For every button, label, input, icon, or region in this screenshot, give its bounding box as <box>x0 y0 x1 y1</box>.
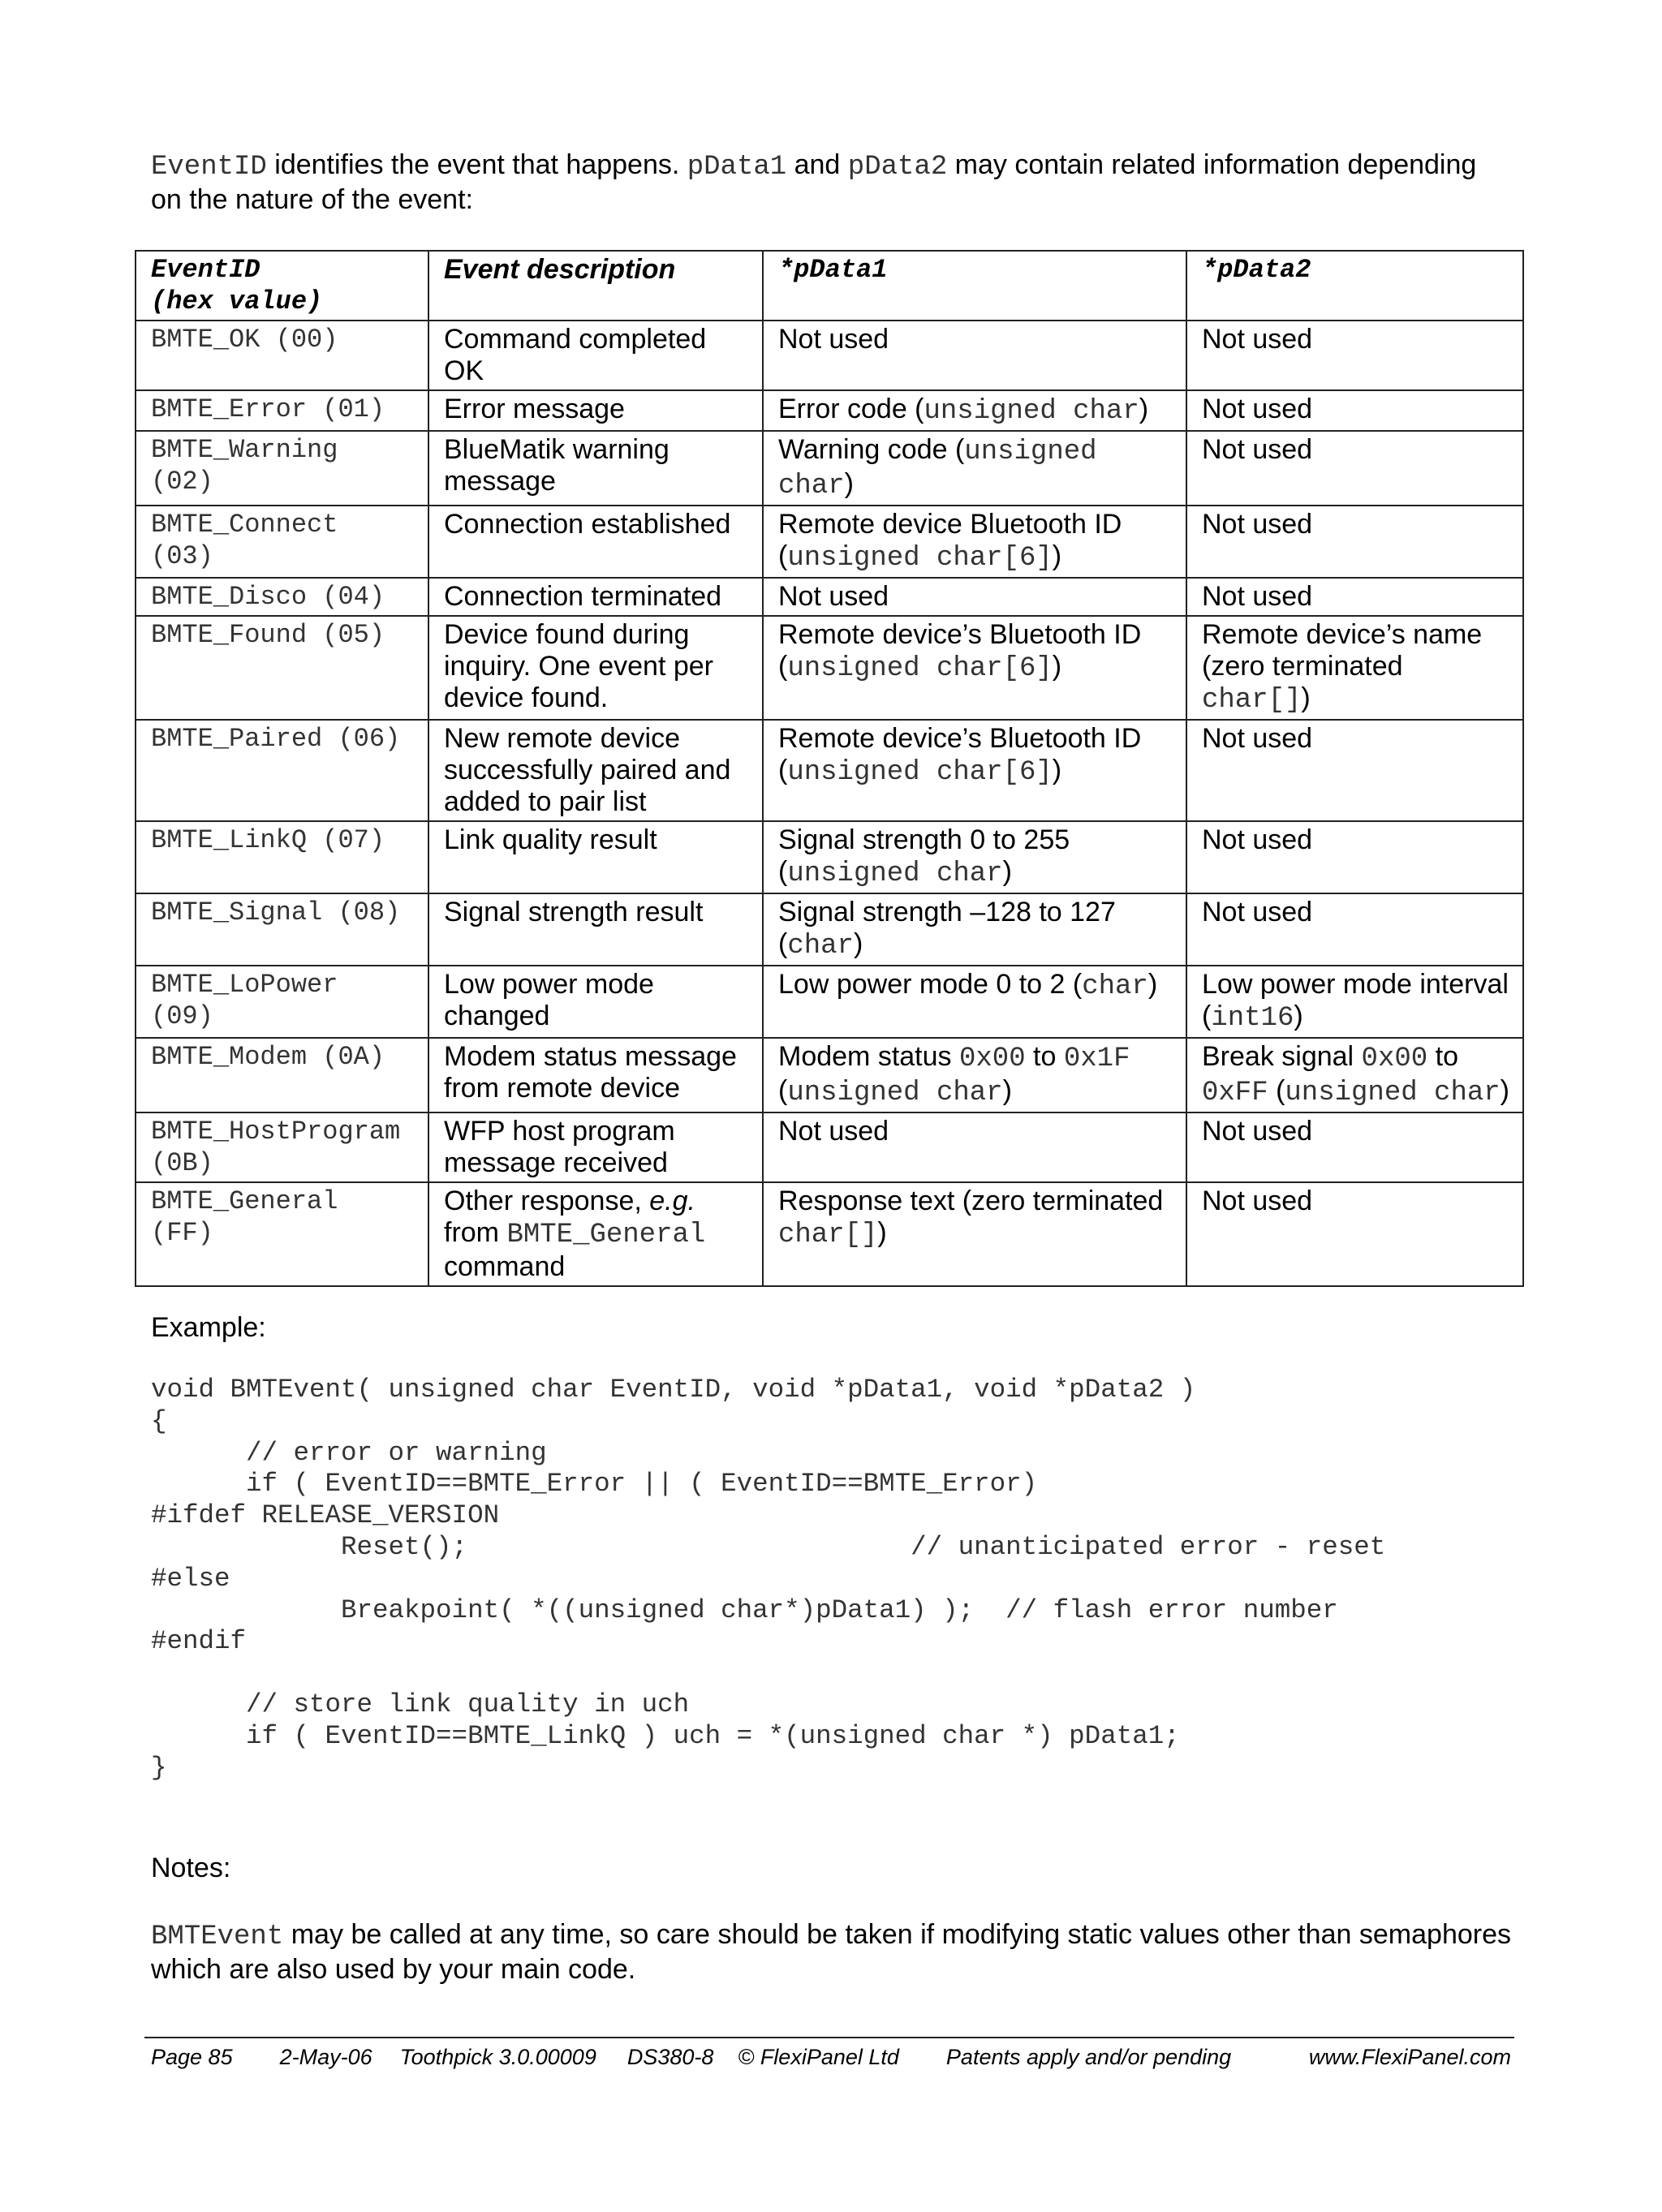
pdata2-cell <box>1186 1182 1523 1286</box>
event-id-cell: BMTE_General (FF) <box>136 1182 428 1286</box>
table-row <box>136 1112 1523 1182</box>
pdata1-cell <box>763 321 1186 390</box>
pdata1-part: ) <box>1052 651 1062 682</box>
event-id-cell: BMTE_Disco (04) <box>136 578 428 616</box>
pdata1-part: char <box>787 931 854 962</box>
pdata1-token: pData1 <box>687 152 787 183</box>
pdata2-part: 0x00 <box>1361 1044 1428 1074</box>
pdata2-part: 0xFF <box>1202 1078 1268 1108</box>
pdata1-part: ) <box>844 468 854 499</box>
pdata2-part: Remote device’s name (zero terminated <box>1202 619 1483 682</box>
code-line: #endif <box>151 1626 247 1657</box>
pdata2-part: int16 <box>1211 1003 1294 1034</box>
pdata2-cell <box>1186 821 1523 893</box>
code-line: { <box>151 1405 167 1436</box>
pdata2-part: Not used <box>1202 324 1313 355</box>
pdata2-part: Not used <box>1202 1186 1313 1216</box>
pdata1-part: Response text (zero terminated <box>778 1186 1164 1216</box>
pdata1-part: unsigned char <box>924 396 1139 427</box>
pdata1-part: ) <box>1052 755 1062 785</box>
pdata2-part: Not used <box>1202 1116 1313 1147</box>
footer-doc: DS380-8 <box>626 2045 714 2069</box>
header-eventid <box>136 251 428 321</box>
code-line: } <box>151 1752 167 1783</box>
pdata2-cell <box>1186 431 1523 506</box>
pdata1-cell <box>763 431 1186 506</box>
table-row <box>136 431 1523 506</box>
footer-product: Toothpick 3.0.00009 <box>399 2045 596 2069</box>
notes-body: may be called at any time, so care should be taken if modifying static values other than semaphores which are also used by your main code. <box>151 1919 1511 1985</box>
pdata1-part: unsigned char[6] <box>787 757 1053 788</box>
pdata1-cell <box>763 1038 1186 1112</box>
pdata1-cell <box>763 821 1186 893</box>
pdata1-part: Modem status <box>778 1041 959 1072</box>
pdata1-part: ) <box>1002 856 1012 887</box>
pdata2-part: ) <box>1500 1075 1509 1106</box>
intro-paragraph <box>151 148 1511 216</box>
footer-divider <box>144 2037 1514 2038</box>
pdata1-cell <box>763 966 1186 1038</box>
table-row <box>136 821 1523 893</box>
event-id-cell: BMTE_Signal (08) <box>136 893 428 966</box>
header-pdata2: *pData2 <box>1186 251 1523 321</box>
pdata1-part: Signal strength –128 to 127 ( <box>778 897 1116 959</box>
pdata1-part: ) <box>853 928 863 959</box>
pdata1-part: Warning code ( <box>778 434 965 465</box>
pdata1-part: ) <box>877 1217 887 1248</box>
pdata1-cell <box>763 578 1186 616</box>
table-row <box>136 720 1523 821</box>
pdata1-cell <box>763 390 1186 431</box>
pdata2-part: Not used <box>1202 394 1313 424</box>
pdata1-part: ) <box>1147 969 1158 1000</box>
pdata1-part: Remote device’s Bluetooth ID ( <box>778 723 1142 785</box>
pdata2-part: Not used <box>1202 581 1313 612</box>
pdata1-cell <box>763 720 1186 821</box>
pdata1-part: Not used <box>778 324 889 355</box>
description-part: command <box>444 1251 566 1282</box>
pdata1-part: Not used <box>778 581 889 612</box>
footer-date: 2-May-06 <box>279 2045 372 2069</box>
pdata2-cell <box>1186 1112 1523 1182</box>
pdata1-part: ) <box>1139 394 1149 424</box>
code-line <box>151 1658 1385 1689</box>
table-row <box>136 893 1523 966</box>
header-description: Event description <box>428 251 763 321</box>
pdata1-part: 0x1F <box>1063 1044 1130 1074</box>
pdata2-part: unsigned char <box>1285 1078 1501 1108</box>
footer-page: Page 85 <box>151 2045 233 2069</box>
table-row <box>136 506 1523 578</box>
code-line: #ifdef RELEASE_VERSION <box>151 1500 500 1531</box>
event-table <box>135 250 1524 1287</box>
event-description-cell: New remote device successfully paired and added to pair list <box>428 720 763 821</box>
pdata2-part: ) <box>1294 1001 1303 1031</box>
code-line: #else <box>151 1563 230 1594</box>
pdata2-part: ( <box>1268 1075 1285 1106</box>
notes-paragraph <box>151 1918 1511 1986</box>
example-label: Example: <box>151 1312 266 1343</box>
table-row <box>136 1182 1523 1286</box>
pdata1-part: ) <box>1002 1075 1012 1106</box>
pdata2-part: Not used <box>1202 723 1313 754</box>
pdata2-cell <box>1186 321 1523 390</box>
table-row <box>136 1038 1523 1112</box>
pdata2-cell <box>1186 966 1523 1038</box>
pdata2-part: char[] <box>1202 685 1302 716</box>
code-line: if ( EventID==BMTE_LinkQ ) uch = *(unsigned char *) pData1; <box>151 1720 1180 1751</box>
pdata2-part: ) <box>1301 682 1311 713</box>
event-description-cell: Signal strength result <box>428 893 763 966</box>
pdata1-cell <box>763 893 1186 966</box>
pdata1-part: ) <box>1052 540 1062 571</box>
description-part: Other response, <box>444 1186 650 1216</box>
event-id-cell: BMTE_OK (00) <box>136 321 428 390</box>
event-id-cell: BMTE_Modem (0A) <box>136 1038 428 1112</box>
pdata1-part: char[] <box>778 1220 878 1250</box>
pdata1-part: Low power mode 0 to 2 ( <box>778 969 1083 1000</box>
intro-text-2: may contain related information depending on the nature of the event: <box>151 149 1477 215</box>
pdata1-part: ( <box>778 1075 788 1106</box>
pdata1-cell <box>763 616 1186 720</box>
pdata1-part: unsigned char[6] <box>787 653 1053 684</box>
footer-website: www.FlexiPanel.com <box>1308 2045 1511 2069</box>
event-description-cell: Low power mode changed <box>428 966 763 1038</box>
table-row <box>136 321 1523 390</box>
pdata2-cell <box>1186 1038 1523 1112</box>
notes-label: Notes: <box>151 1853 231 1883</box>
event-description-cell: Connection established <box>428 506 763 578</box>
intro-text-1: identifies the event that happens. <box>266 149 687 180</box>
event-id-cell: BMTE_Connect (03) <box>136 506 428 578</box>
event-description-cell: Modem status message from remote device <box>428 1038 763 1112</box>
pdata2-cell <box>1186 390 1523 431</box>
pdata1-part: unsigned char <box>787 1078 1003 1108</box>
table-row <box>136 390 1523 431</box>
event-description-cell <box>428 1182 763 1286</box>
pdata2-part: Not used <box>1202 897 1313 927</box>
event-id-cell: BMTE_Warning (02) <box>136 431 428 506</box>
event-id-cell: BMTE_HostProgram (0B) <box>136 1112 428 1182</box>
pdata1-part: 0x00 <box>958 1044 1026 1074</box>
event-id-cell: BMTE_LoPower (09) <box>136 966 428 1038</box>
event-description-cell: WFP host program message received <box>428 1112 763 1182</box>
pdata2-part: Not used <box>1202 824 1313 855</box>
eventid-token: EventID <box>151 152 267 183</box>
code-line: // error or warning <box>151 1437 547 1468</box>
pdata2-part: to <box>1427 1041 1458 1072</box>
table-row <box>136 616 1523 720</box>
description-part: from <box>444 1217 507 1248</box>
code-line: // store link quality in uch <box>151 1689 690 1719</box>
event-description-cell: Device found during inquiry. One event per device found. <box>428 616 763 720</box>
event-id-cell: BMTE_Error (01) <box>136 390 428 431</box>
code-line: Breakpoint( *((unsigned char*)pData1) ); // flash error number <box>151 1594 1338 1625</box>
pdata2-cell <box>1186 506 1523 578</box>
pdata1-part: char <box>1082 971 1148 1002</box>
pdata2-part: Low power mode interval ( <box>1202 969 1509 1031</box>
footer-patents: Patents apply and/or pending <box>945 2045 1232 2069</box>
pdata1-part: Remote device Bluetooth ID ( <box>778 509 1122 571</box>
code-line: if ( EventID==BMTE_Error || ( EventID==BMTE_Error) <box>151 1469 1038 1500</box>
pdata2-cell <box>1186 578 1523 616</box>
header-hex-label: (hex value) <box>151 286 323 316</box>
intro-and: and <box>786 149 848 180</box>
description-part: BMTE_General <box>506 1220 706 1250</box>
pdata2-part: Not used <box>1202 509 1313 540</box>
code-line: Reset(); // unanticipated error - reset <box>151 1531 1386 1562</box>
footer-copyright: © FlexiPanel Ltd <box>738 2045 899 2069</box>
pdata1-part: Signal strength 0 to 255 ( <box>778 824 1070 887</box>
event-id-cell: BMTE_Found (05) <box>136 616 428 720</box>
pdata2-cell <box>1186 720 1523 821</box>
pdata1-part: Not used <box>778 1116 889 1147</box>
pdata2-token: pData2 <box>847 152 948 183</box>
table-row <box>136 966 1523 1038</box>
event-id-cell: BMTE_LinkQ (07) <box>136 821 428 893</box>
pdata1-part: unsigned char <box>787 859 1003 889</box>
event-rows <box>136 321 1523 1286</box>
code-example <box>151 1375 1385 1784</box>
pdata1-cell <box>763 1182 1186 1286</box>
header-pdata1: *pData1 <box>763 251 1186 321</box>
pdata2-cell <box>1186 893 1523 966</box>
pdata1-cell <box>763 506 1186 578</box>
pdata1-part: unsigned char[6] <box>787 543 1053 574</box>
table-row <box>136 578 1523 616</box>
pdata1-part: unsigned char <box>778 437 1097 501</box>
event-description-cell: Error message <box>428 390 763 431</box>
page-footer <box>151 2045 1511 2070</box>
pdata2-part: Not used <box>1202 434 1313 465</box>
pdata1-part: Remote device’s Bluetooth ID ( <box>778 619 1142 682</box>
event-description-cell: BlueMatik warning message <box>428 431 763 506</box>
code-line: void BMTEvent( unsigned char EventID, void *pData1, void *pData2 ) <box>151 1375 1196 1405</box>
pdata1-cell <box>763 1112 1186 1182</box>
event-description-cell: Command completed OK <box>428 321 763 390</box>
pdata1-part: to <box>1025 1041 1064 1072</box>
table-header-row <box>136 251 1523 321</box>
bmtevent-token: BMTEvent <box>151 1922 284 1952</box>
event-description-cell: Connection terminated <box>428 578 763 616</box>
header-eventid-label: EventID <box>151 255 260 285</box>
event-id-cell: BMTE_Paired (06) <box>136 720 428 821</box>
pdata1-part: Error code ( <box>778 394 924 424</box>
event-description-cell: Link quality result <box>428 821 763 893</box>
pdata2-part: Break signal <box>1202 1041 1362 1072</box>
description-part: e.g. <box>649 1186 695 1216</box>
pdata2-cell <box>1186 616 1523 720</box>
